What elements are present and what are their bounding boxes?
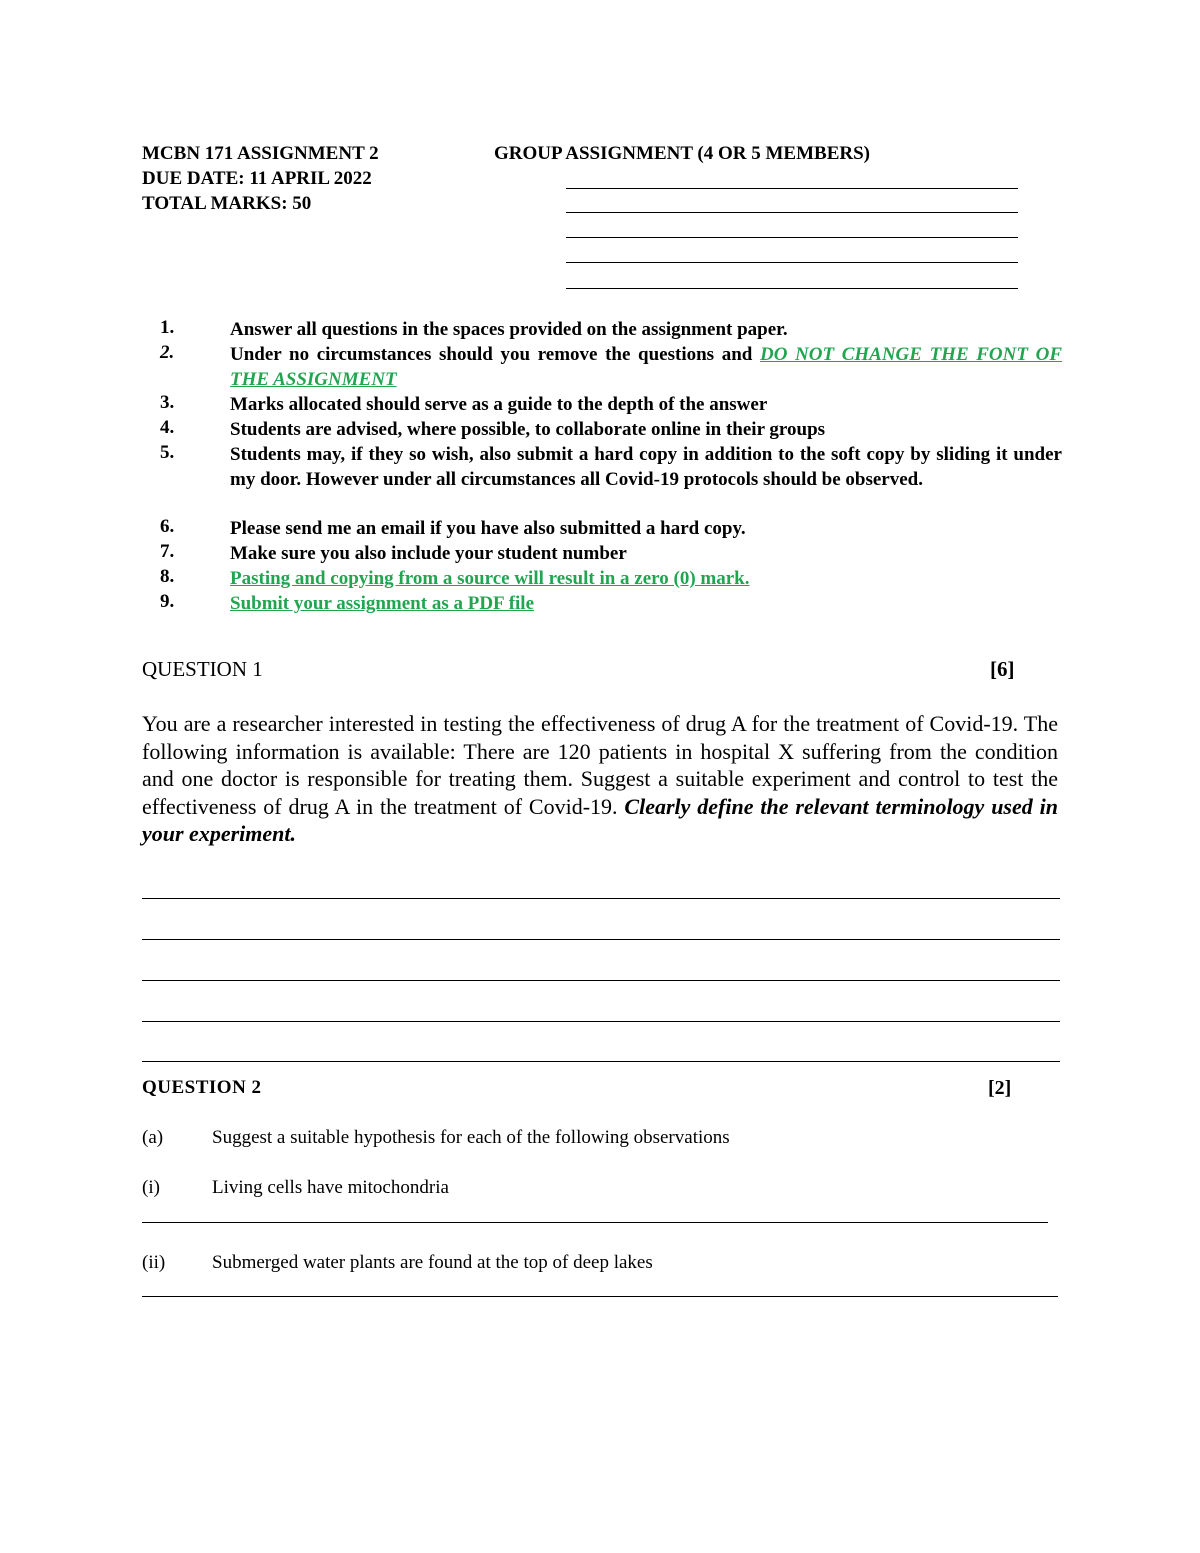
question-2-marks: [2] [988,1077,1012,1099]
question-1-title: QUESTION 1 [142,657,263,681]
instruction-text: Students may, if they so wish, also submit a hard copy in addition to the soft copy by sliding it under my door. However under all circumstances all Covid-19 protocols should be observed. [230,444,1062,490]
instruction-number: 5. [160,442,175,463]
part-a-label: (a) [142,1127,164,1148]
member-line[interactable] [566,212,1018,213]
instruction-text: Make sure you also include your student number [230,543,627,564]
instruction-text: Please send me an email if you have also submitted a hard copy. [230,518,746,539]
member-line[interactable] [566,262,1018,263]
instruction-number: 6. [160,516,175,537]
member-line[interactable] [566,188,1018,189]
instruction-text: Submit your assignment as a PDF file [230,593,535,614]
answer-line[interactable] [142,1296,1058,1297]
part-ii-label: (ii) [142,1252,166,1273]
due-date: DUE DATE: 11 APRIL 2022 [142,168,372,189]
instruction-number: 4. [160,417,175,438]
answer-line[interactable] [142,1061,1060,1062]
question-1-marks: [6] [990,657,1015,681]
instruction-number: 8. [160,566,175,587]
instruction-text: Pasting and copying from a source will result in a zero (0) mark. [230,568,750,589]
instruction-text: Answer all questions in the spaces provided on the assignment paper. [230,319,788,340]
answer-line[interactable] [142,1222,1048,1223]
member-line[interactable] [566,237,1018,238]
question-2-title: QUESTION 2 [142,1077,262,1098]
total-marks: TOTAL MARKS: 50 [142,193,312,214]
instruction-number: 2. [160,342,175,363]
part-ii-text: Submerged water plants are found at the top of deep lakes [212,1252,653,1273]
group-assignment-title: GROUP ASSIGNMENT (4 OR 5 MEMBERS) [494,143,870,164]
instruction-number: 3. [160,392,175,413]
part-i-label: (i) [142,1177,160,1198]
part-a-text: Suggest a suitable hypothesis for each of the following observations [212,1127,730,1148]
instruction-text-part: Under no circumstances should you remove the questions and [230,344,760,365]
instruction-number: 7. [160,541,175,562]
answer-line[interactable] [142,939,1060,940]
course-title: MCBN 171 ASSIGNMENT 2 [142,143,379,164]
member-line[interactable] [566,288,1018,289]
instruction-text [230,342,1062,392]
question-1-body [142,710,1058,848]
question-1-text: You are a researcher interested in testing the effectiveness of drug A for the treatment of Covid-19. The following information is available: There are 120 patients in hospital X suffering from the condition and one doctor is responsible for treating them. Suggest a suitable experiment and control to test the effectiveness of drug A in the treatment of Covid-19. [142,711,1058,819]
instruction-number: 1. [160,317,175,338]
instruction-text: Marks allocated should serve as a guide to the depth of the answer [230,394,768,415]
instruction-number: 9. [160,591,175,612]
question-1-emphasis: Clearly define the relevant terminology used in your experiment. [142,793,1058,846]
part-i-text: Living cells have mitochondria [212,1177,449,1198]
answer-line[interactable] [142,1021,1060,1022]
answer-line[interactable] [142,898,1060,899]
font-warning-text: DO NOT CHANGE THE FONT OF THE ASSIGNMENT [230,344,1062,390]
instruction-text: Students are advised, where possible, to collaborate online in their groups [230,419,826,440]
answer-line[interactable] [142,980,1060,981]
